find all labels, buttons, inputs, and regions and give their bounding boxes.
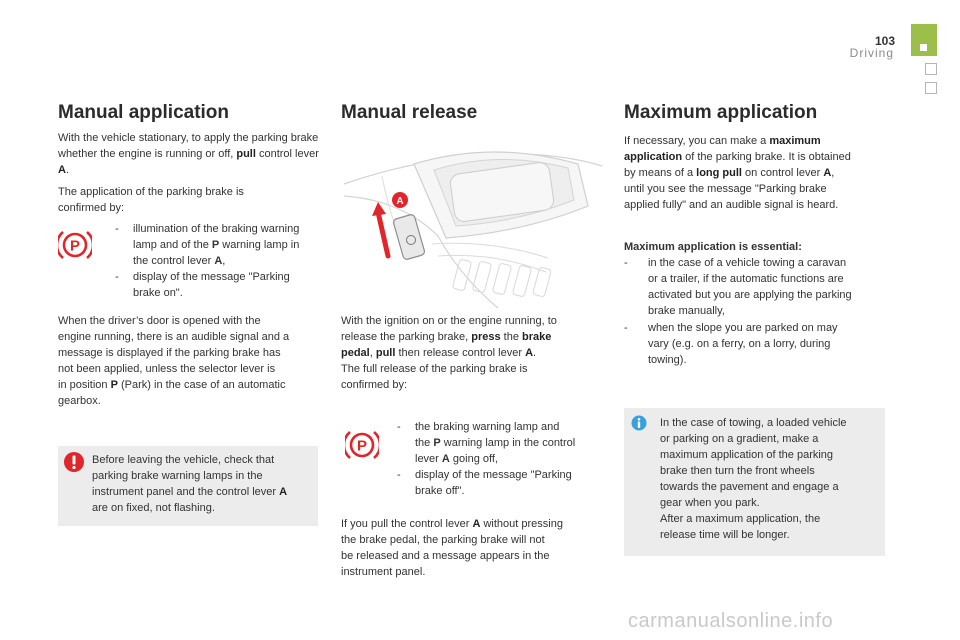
nav-box-1 xyxy=(925,63,937,75)
parking-brake-warning-icon xyxy=(58,228,92,262)
svg-text:P: P xyxy=(69,237,81,255)
chapter-tab xyxy=(911,24,937,56)
info-icon xyxy=(631,415,647,431)
manual-release-title: Manual release xyxy=(341,102,478,123)
manual-application-title: Manual application xyxy=(58,102,230,123)
maximum-application-title: Maximum application xyxy=(624,102,818,123)
manual-application-confirm: The application of the parking brake is confirmed by: xyxy=(58,186,244,214)
maximum-application-paragraph: If necessary, you can make a maximum application of the parking brake. It is obtained by means of a long pull on control lever A, until you see the message "Parking brake applied fully" and an audible signal is heard. xyxy=(624,135,851,211)
page-number: 103 xyxy=(874,34,895,48)
tab-marker xyxy=(920,44,927,51)
essential-heading: Maximum application is essential: xyxy=(624,241,802,253)
nav-box-2 xyxy=(925,82,937,94)
warning-icon xyxy=(63,451,85,473)
section-title: Driving xyxy=(849,46,894,60)
lever-label: A xyxy=(396,196,404,207)
warning-note-text: Before leaving the vehicle, check that parking brake warning lamps in the instrument panel and the control lever A are on fixed, not flashing. xyxy=(92,454,288,514)
svg-text:P: P xyxy=(356,437,368,455)
console-illustration xyxy=(342,136,604,312)
door-open-paragraph: When the driver’s door is opened with the engine running, there is an audible signal and a message is displayed if the parking brake has not been applied, unless the selector lever is in position P (Park) in the case of an automatic gearbox. xyxy=(58,315,290,407)
manual-application-intro: With the vehicle stationary, to apply the parking brake whether the engine is running or off, pull control lever A. xyxy=(58,132,319,176)
manual-release-paragraph: With the ignition on or the engine running, to release the parking brake, press the brake pedal, pull then release control lever A. The full release of the parking brake is confirmed by: xyxy=(341,315,557,391)
info-note-text: In the case of towing, a loaded vehicle or parking on a gradient, make a maximum application of the parking brake then turn the front wheels towards the pavement and engage a gear when you park. After a maximum application, the release time will be longer. xyxy=(660,417,847,541)
pull-without-brake-paragraph: If you pull the control lever A without pressing the brake pedal, the parking brake will not be released and a message appears in the instrument panel. xyxy=(341,518,563,578)
parking-brake-warning-icon xyxy=(345,428,379,462)
watermark: carmanualsonline.info xyxy=(628,610,834,632)
